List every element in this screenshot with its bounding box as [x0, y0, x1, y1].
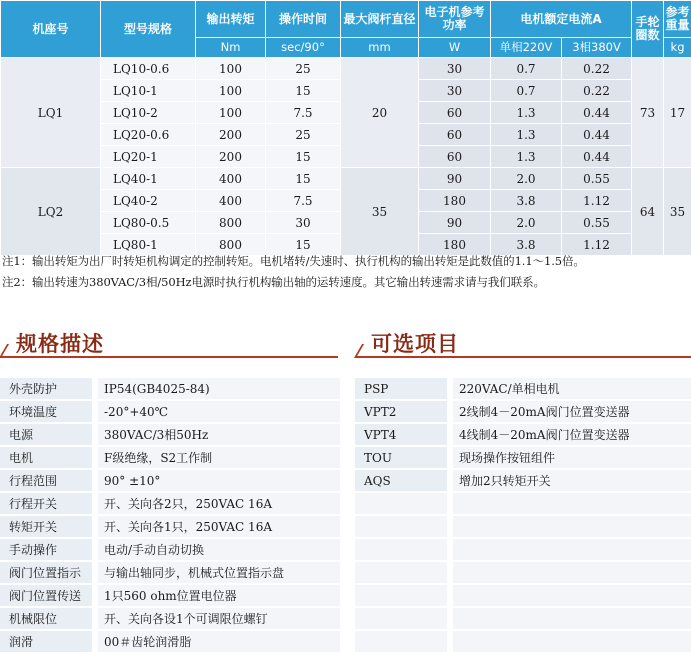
header-base: 机座号	[1, 1, 101, 58]
power-cell: 180	[419, 234, 491, 256]
unit-three: 3相380V	[562, 38, 632, 58]
note-1: 注1：输出转矩为出厂时转矩机构调定的控制转矩。电机堵转/失速时、执行机构的输出转矩是此数值的1.1～1.5倍。	[2, 251, 690, 272]
spec-desc-title: 规格描述	[16, 328, 104, 358]
spec-row	[1, 58, 691, 80]
option-row-label	[355, 493, 447, 514]
spec-desc-row-label: 外壳防护	[0, 378, 92, 399]
spec-desc-row	[0, 401, 340, 422]
torque-cell: 400	[196, 190, 266, 212]
note-2: 注2：输出转速为380VAC/3相/50Hz电源时执行机构输出轴的运转速度。其它输出转速需求请与我们联系。	[2, 272, 690, 293]
spec-desc-row	[0, 493, 340, 514]
three-phase-cell: 0.44	[562, 146, 632, 168]
option-row-value: 4线制4－20mA阀门位置变送器	[453, 424, 691, 445]
single-phase-cell: 3.8	[491, 190, 562, 212]
three-phase-cell: 1.12	[562, 234, 632, 256]
single-phase-cell: 2.0	[491, 168, 562, 190]
options-body	[355, 378, 691, 652]
option-row-label: AQS	[355, 470, 447, 491]
option-row	[355, 562, 691, 583]
option-row	[355, 539, 691, 560]
spec-desc-row-value: 开、关向各2只，250VAC 16A	[98, 493, 340, 514]
unit-single: 单相220V	[491, 38, 562, 58]
power-cell: 90	[419, 168, 491, 190]
option-row	[355, 585, 691, 606]
spec-desc-row-label: 行程范围	[0, 470, 92, 491]
option-row-value	[453, 539, 691, 560]
time-cell: 25	[266, 58, 341, 80]
time-cell: 15	[266, 234, 341, 256]
header-model: 型号规格	[101, 1, 196, 58]
torque-cell: 100	[196, 80, 266, 102]
torque-cell: 100	[196, 102, 266, 124]
base-cell: LQ1	[1, 58, 101, 168]
three-phase-cell: 0.55	[562, 212, 632, 234]
three-phase-cell: 0.44	[562, 102, 632, 124]
weight-cell: 35	[664, 168, 691, 256]
spec-desc-row	[0, 378, 340, 399]
turns-cell: 64	[632, 168, 664, 256]
time-cell: 25	[266, 124, 341, 146]
option-row-value	[453, 516, 691, 537]
spec-desc-row-value: 00＃齿轮润滑脂	[98, 631, 340, 652]
spec-desc-row-label: 行程开关	[0, 493, 92, 514]
header-current: 电机额定电流A	[491, 1, 632, 38]
option-row-label	[355, 608, 447, 629]
header-power: 电子机参考功率	[419, 1, 491, 38]
option-row-label	[355, 516, 447, 537]
unit-time: sec/90°	[266, 38, 341, 58]
spec-desc-row	[0, 470, 340, 491]
stem-cell: 35	[341, 168, 419, 256]
torque-cell: 200	[196, 146, 266, 168]
torque-cell: 800	[196, 212, 266, 234]
option-row	[355, 470, 691, 491]
options-table	[355, 376, 691, 654]
spec-desc-row	[0, 585, 340, 606]
spec-desc-row	[0, 424, 340, 445]
torque-cell: 100	[196, 58, 266, 80]
spec-desc-row-label: 润滑	[0, 631, 92, 652]
option-row-value: 2线制4－20mA阀门位置变送器	[453, 401, 691, 422]
spec-desc-row	[0, 562, 340, 583]
spec-desc-row-label: 环境温度	[0, 401, 92, 422]
option-row	[355, 401, 691, 422]
spec-desc-row-label: 电机	[0, 447, 92, 468]
option-row-label: PSP	[355, 378, 447, 399]
three-phase-cell: 0.22	[562, 58, 632, 80]
spec-desc-row	[0, 631, 340, 652]
unit-power: W	[419, 38, 491, 58]
option-row	[355, 447, 691, 468]
spec-row	[1, 168, 691, 190]
power-cell: 90	[419, 212, 491, 234]
header-torque: 输出转矩	[196, 1, 266, 38]
header-stem: 最大阀杆直径	[341, 1, 419, 38]
time-cell: 30	[266, 212, 341, 234]
stem-cell: 20	[341, 58, 419, 168]
spec-desc-heading	[0, 328, 338, 358]
notes	[2, 251, 690, 293]
header-time: 操作时间	[266, 1, 341, 38]
option-row-label	[355, 585, 447, 606]
spec-desc-row-value: 电动/手动自动切换	[98, 539, 340, 560]
option-row-label: VPT2	[355, 401, 447, 422]
unit-torque: Nm	[196, 38, 266, 58]
spec-desc-row-value: 开、关向各1只，250VAC 16A	[98, 516, 340, 537]
spec-desc-row-value: 90° ±10°	[98, 470, 340, 491]
option-row-value	[453, 562, 691, 583]
spec-desc-row-value: IP54(GB4025-84)	[98, 378, 340, 399]
spec-desc-row	[0, 516, 340, 537]
time-cell: 15	[266, 146, 341, 168]
spec-table-body	[1, 58, 691, 256]
unit-stem: mm	[341, 38, 419, 58]
options-heading	[355, 328, 691, 358]
option-row-label	[355, 539, 447, 560]
spec-desc-row-value: 380VAC/3相50Hz	[98, 424, 340, 445]
spec-table	[0, 0, 691, 256]
unit-weight: kg	[664, 38, 691, 58]
spec-desc-row	[0, 608, 340, 629]
spec-desc-row	[0, 539, 340, 560]
power-cell: 60	[419, 124, 491, 146]
model-cell: LQ80-0.5	[101, 212, 196, 234]
time-cell: 15	[266, 80, 341, 102]
header-turns: 手轮圈数	[632, 1, 664, 58]
torque-cell: 200	[196, 124, 266, 146]
option-row	[355, 424, 691, 445]
option-row-label	[355, 562, 447, 583]
model-cell: LQ20-0.6	[101, 124, 196, 146]
single-phase-cell: 3.8	[491, 234, 562, 256]
option-row	[355, 608, 691, 629]
option-row	[355, 493, 691, 514]
three-phase-cell: 0.44	[562, 124, 632, 146]
model-cell: LQ80-1	[101, 234, 196, 256]
options-title: 可选项目	[371, 328, 459, 358]
single-phase-cell: 2.0	[491, 212, 562, 234]
spec-desc-row-label: 电源	[0, 424, 92, 445]
spec-desc-row-value: 开、关向各设1个可调限位螺钉	[98, 608, 340, 629]
three-phase-cell: 0.55	[562, 168, 632, 190]
time-cell: 7.5	[266, 102, 341, 124]
time-cell: 15	[266, 168, 341, 190]
turns-cell: 73	[632, 58, 664, 168]
spec-desc-row-label: 阀门位置传送	[0, 585, 92, 606]
power-cell: 60	[419, 146, 491, 168]
spec-desc-row-value: F级绝缘，S2工作制	[98, 447, 340, 468]
model-cell: LQ40-2	[101, 190, 196, 212]
spec-desc-row-label: 阀门位置指示	[0, 562, 92, 583]
model-cell: LQ10-2	[101, 102, 196, 124]
option-row-label	[355, 631, 447, 652]
option-row-value	[453, 585, 691, 606]
torque-cell: 800	[196, 234, 266, 256]
power-cell: 30	[419, 80, 491, 102]
model-cell: LQ20-1	[101, 146, 196, 168]
header-weight: 参考重量	[664, 1, 691, 38]
model-cell: LQ10-1	[101, 80, 196, 102]
single-phase-cell: 0.7	[491, 58, 562, 80]
power-cell: 60	[419, 102, 491, 124]
spec-desc-row-value: 与输出轴同步，机械式位置指示盘	[98, 562, 340, 583]
spec-desc-body	[0, 378, 340, 652]
option-row-value: 现场操作按钮组件	[453, 447, 691, 468]
model-cell: LQ40-1	[101, 168, 196, 190]
option-row-value: 220VAC/单相电机	[453, 378, 691, 399]
power-cell: 180	[419, 190, 491, 212]
single-phase-cell: 1.3	[491, 124, 562, 146]
base-cell: LQ2	[1, 168, 101, 256]
option-row-label: TOU	[355, 447, 447, 468]
spec-desc-table	[0, 376, 340, 654]
option-row-value: 增加2只转矩开关	[453, 470, 691, 491]
torque-cell: 400	[196, 168, 266, 190]
three-phase-cell: 1.12	[562, 190, 632, 212]
power-cell: 30	[419, 58, 491, 80]
option-row	[355, 631, 691, 652]
option-row-label: VPT4	[355, 424, 447, 445]
spec-desc-row-label: 转矩开关	[0, 516, 92, 537]
spec-desc-row-value: -20°+40℃	[98, 401, 340, 422]
three-phase-cell: 0.22	[562, 80, 632, 102]
time-cell: 7.5	[266, 190, 341, 212]
spec-desc-row-value: 1只560 ohm位置电位器	[98, 585, 340, 606]
single-phase-cell: 1.3	[491, 146, 562, 168]
single-phase-cell: 1.3	[491, 102, 562, 124]
option-row-value	[453, 493, 691, 514]
spec-desc-row-label: 手动操作	[0, 539, 92, 560]
spec-desc-row-label: 机械限位	[0, 608, 92, 629]
model-cell: LQ10-0.6	[101, 58, 196, 80]
option-row-value	[453, 608, 691, 629]
option-row	[355, 516, 691, 537]
option-row	[355, 378, 691, 399]
spec-desc-row	[0, 447, 340, 468]
weight-cell: 17	[664, 58, 691, 168]
option-row-value	[453, 631, 691, 652]
single-phase-cell: 0.7	[491, 80, 562, 102]
